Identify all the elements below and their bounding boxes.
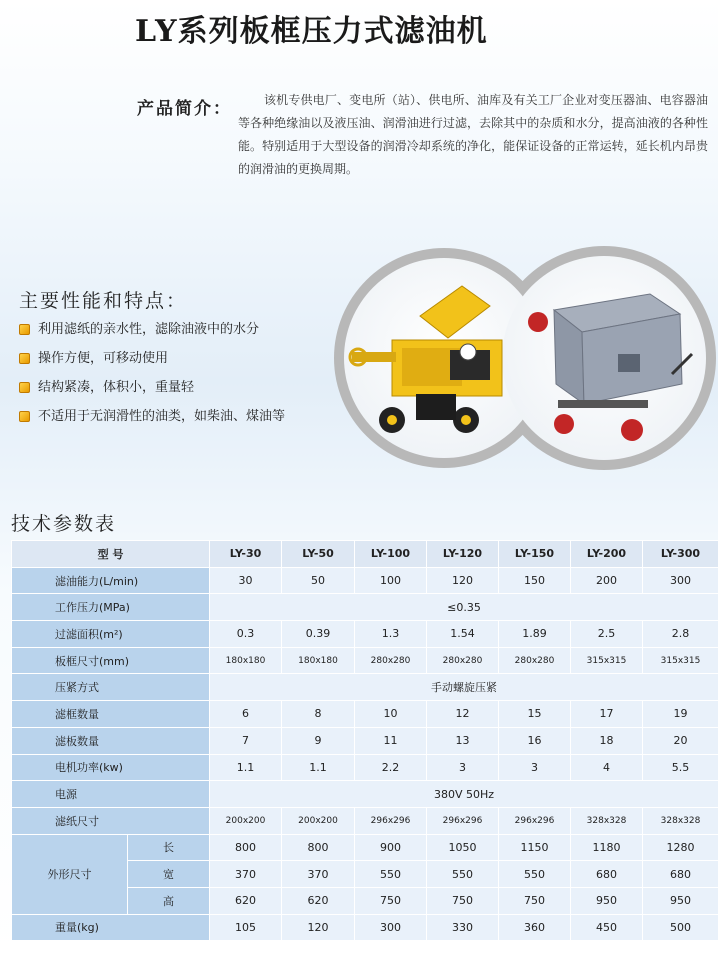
bullet-icon <box>19 411 30 422</box>
row-sublabel: 高 <box>128 887 210 914</box>
table-cell: 100 <box>355 567 427 594</box>
table-cell: 3 <box>499 754 571 781</box>
table-row <box>12 621 718 648</box>
table-cell: 620 <box>282 887 355 914</box>
row-sublabel: 宽 <box>128 861 210 888</box>
table-row <box>12 834 718 861</box>
table-cell: 7 <box>210 727 282 754</box>
table-cell: 550 <box>499 861 571 888</box>
row-label: 电源 <box>12 781 210 808</box>
table-cell: 380V 50Hz <box>210 781 718 808</box>
model-col-header: LY-150 <box>499 541 571 568</box>
features-title: 主要性能和特点： <box>19 290 188 312</box>
table-cell: 5.5 <box>643 754 718 781</box>
header-model-label: 型 号 <box>12 541 210 568</box>
table-cell: 3 <box>427 754 499 781</box>
table-row <box>12 674 718 701</box>
table-cell: 950 <box>571 887 643 914</box>
bullet-icon <box>19 324 30 335</box>
table-cell: 370 <box>210 861 282 888</box>
table-cell: 1.1 <box>282 754 355 781</box>
feature-item <box>19 409 285 438</box>
table-cell: 1.54 <box>427 621 499 648</box>
row-label: 电机功率(kw) <box>12 754 210 781</box>
feature-text: 利用滤纸的亲水性，滤除油液中的水分 <box>38 322 260 337</box>
table-row <box>12 914 718 941</box>
row-label: 过滤面积(m²) <box>12 621 210 648</box>
table-cell: 180x180 <box>282 647 355 674</box>
table-cell: 550 <box>427 861 499 888</box>
table-header-row <box>12 541 718 568</box>
table-cell: 800 <box>210 834 282 861</box>
table-cell: 750 <box>355 887 427 914</box>
spec-table-title: 技术参数表 <box>11 513 117 535</box>
table-cell: 200 <box>571 567 643 594</box>
model-col-header: LY-120 <box>427 541 499 568</box>
page-title: LY系列板框压力式滤油机 <box>135 14 488 49</box>
table-cell: 680 <box>643 861 718 888</box>
model-col-header: LY-30 <box>210 541 282 568</box>
row-label: 工作压力(MPa) <box>12 594 210 621</box>
table-cell: 750 <box>427 887 499 914</box>
table-cell: 13 <box>427 727 499 754</box>
table-cell: 200x200 <box>210 807 282 834</box>
table-cell: 0.3 <box>210 621 282 648</box>
table-cell: 360 <box>499 914 571 941</box>
table-cell: 2.5 <box>571 621 643 648</box>
model-col-header: LY-50 <box>282 541 355 568</box>
row-label: 滤油能力(L/min) <box>12 567 210 594</box>
table-cell: 19 <box>643 701 718 728</box>
spec-table <box>11 540 718 941</box>
model-col-header: LY-300 <box>643 541 718 568</box>
intro-text: 该机专供电厂、变电所（站）、供电所、油库及有关工厂企业对变压器油、电容器油等各种绝缘油以及液压油、润滑油进行过滤，去除其中的杂质和水分，提高油液的各种性能。特别适用于大型设备的润滑冷却系统的净化，能保证设备的正常运转，延长机内昂贵的润滑油的更换周期。 <box>238 93 708 176</box>
table-cell: 620 <box>210 887 282 914</box>
table-cell: 120 <box>282 914 355 941</box>
bullet-icon <box>19 353 30 364</box>
table-cell: 1050 <box>427 834 499 861</box>
table-cell: 0.39 <box>282 621 355 648</box>
table-cell: 500 <box>643 914 718 941</box>
table-cell: 330 <box>427 914 499 941</box>
table-cell: 300 <box>643 567 718 594</box>
table-cell: 800 <box>282 834 355 861</box>
feature-text: 操作方便，可移动使用 <box>38 351 169 366</box>
features-list <box>19 322 285 438</box>
table-cell: 180x180 <box>210 647 282 674</box>
table-cell: 296x296 <box>499 807 571 834</box>
table-cell: 120 <box>427 567 499 594</box>
row-label: 滤纸尺寸 <box>12 807 210 834</box>
table-cell: 105 <box>210 914 282 941</box>
table-cell: 328x328 <box>571 807 643 834</box>
table-cell: 30 <box>210 567 282 594</box>
table-cell: 1180 <box>571 834 643 861</box>
table-cell: 8 <box>282 701 355 728</box>
table-cell: 328x328 <box>643 807 718 834</box>
product-photos <box>332 244 718 472</box>
row-label-dimensions: 外形尺寸 <box>12 834 128 914</box>
table-cell: 550 <box>355 861 427 888</box>
feature-item <box>19 380 285 409</box>
row-label: 滤板数量 <box>12 727 210 754</box>
table-row <box>12 727 718 754</box>
row-label: 压紧方式 <box>12 674 210 701</box>
table-cell: 10 <box>355 701 427 728</box>
table-row <box>12 701 718 728</box>
table-cell: 1.89 <box>499 621 571 648</box>
table-cell: 16 <box>499 727 571 754</box>
table-cell: 12 <box>427 701 499 728</box>
table-cell: 200x200 <box>282 807 355 834</box>
table-cell: 680 <box>571 861 643 888</box>
table-cell: 2.8 <box>643 621 718 648</box>
bullet-icon <box>19 382 30 393</box>
table-cell: 1.1 <box>210 754 282 781</box>
table-row <box>12 807 718 834</box>
table-cell: 150 <box>499 567 571 594</box>
table-cell: 280x280 <box>427 647 499 674</box>
row-sublabel: 长 <box>128 834 210 861</box>
table-row <box>12 594 718 621</box>
product-photos-svg <box>332 244 718 472</box>
table-cell: 15 <box>499 701 571 728</box>
table-row <box>12 781 718 808</box>
table-cell: 296x296 <box>427 807 499 834</box>
table-cell: 50 <box>282 567 355 594</box>
table-cell: 300 <box>355 914 427 941</box>
table-cell: 1.3 <box>355 621 427 648</box>
table-cell: 1280 <box>643 834 718 861</box>
table-cell: ≤0.35 <box>210 594 718 621</box>
table-cell: 950 <box>643 887 718 914</box>
row-label: 板框尺寸(mm) <box>12 647 210 674</box>
table-cell: 4 <box>571 754 643 781</box>
table-cell: 11 <box>355 727 427 754</box>
table-cell: 6 <box>210 701 282 728</box>
feature-item <box>19 322 285 351</box>
table-cell: 315x315 <box>643 647 718 674</box>
table-cell: 18 <box>571 727 643 754</box>
table-cell: 900 <box>355 834 427 861</box>
model-col-header: LY-100 <box>355 541 427 568</box>
row-label: 重量(kg) <box>12 914 210 941</box>
table-cell: 20 <box>643 727 718 754</box>
table-cell: 1150 <box>499 834 571 861</box>
table-cell: 手动螺旋压紧 <box>210 674 718 701</box>
table-cell: 9 <box>282 727 355 754</box>
table-row <box>12 754 718 781</box>
table-cell: 450 <box>571 914 643 941</box>
table-cell: 280x280 <box>355 647 427 674</box>
table-cell: 2.2 <box>355 754 427 781</box>
table-cell: 296x296 <box>355 807 427 834</box>
table-cell: 315x315 <box>571 647 643 674</box>
table-cell: 17 <box>571 701 643 728</box>
table-cell: 280x280 <box>499 647 571 674</box>
model-col-header: LY-200 <box>571 541 643 568</box>
feature-text: 结构紧凑，体积小，重量轻 <box>38 380 195 395</box>
table-row <box>12 567 718 594</box>
table-cell: 370 <box>282 861 355 888</box>
feature-item <box>19 351 285 380</box>
intro-label: 产品简介： <box>137 99 232 119</box>
table-row <box>12 647 718 674</box>
table-cell: 750 <box>499 887 571 914</box>
row-label: 滤框数量 <box>12 701 210 728</box>
feature-text: 不适用于无润滑性的油类，如柴油、煤油等 <box>38 409 286 424</box>
